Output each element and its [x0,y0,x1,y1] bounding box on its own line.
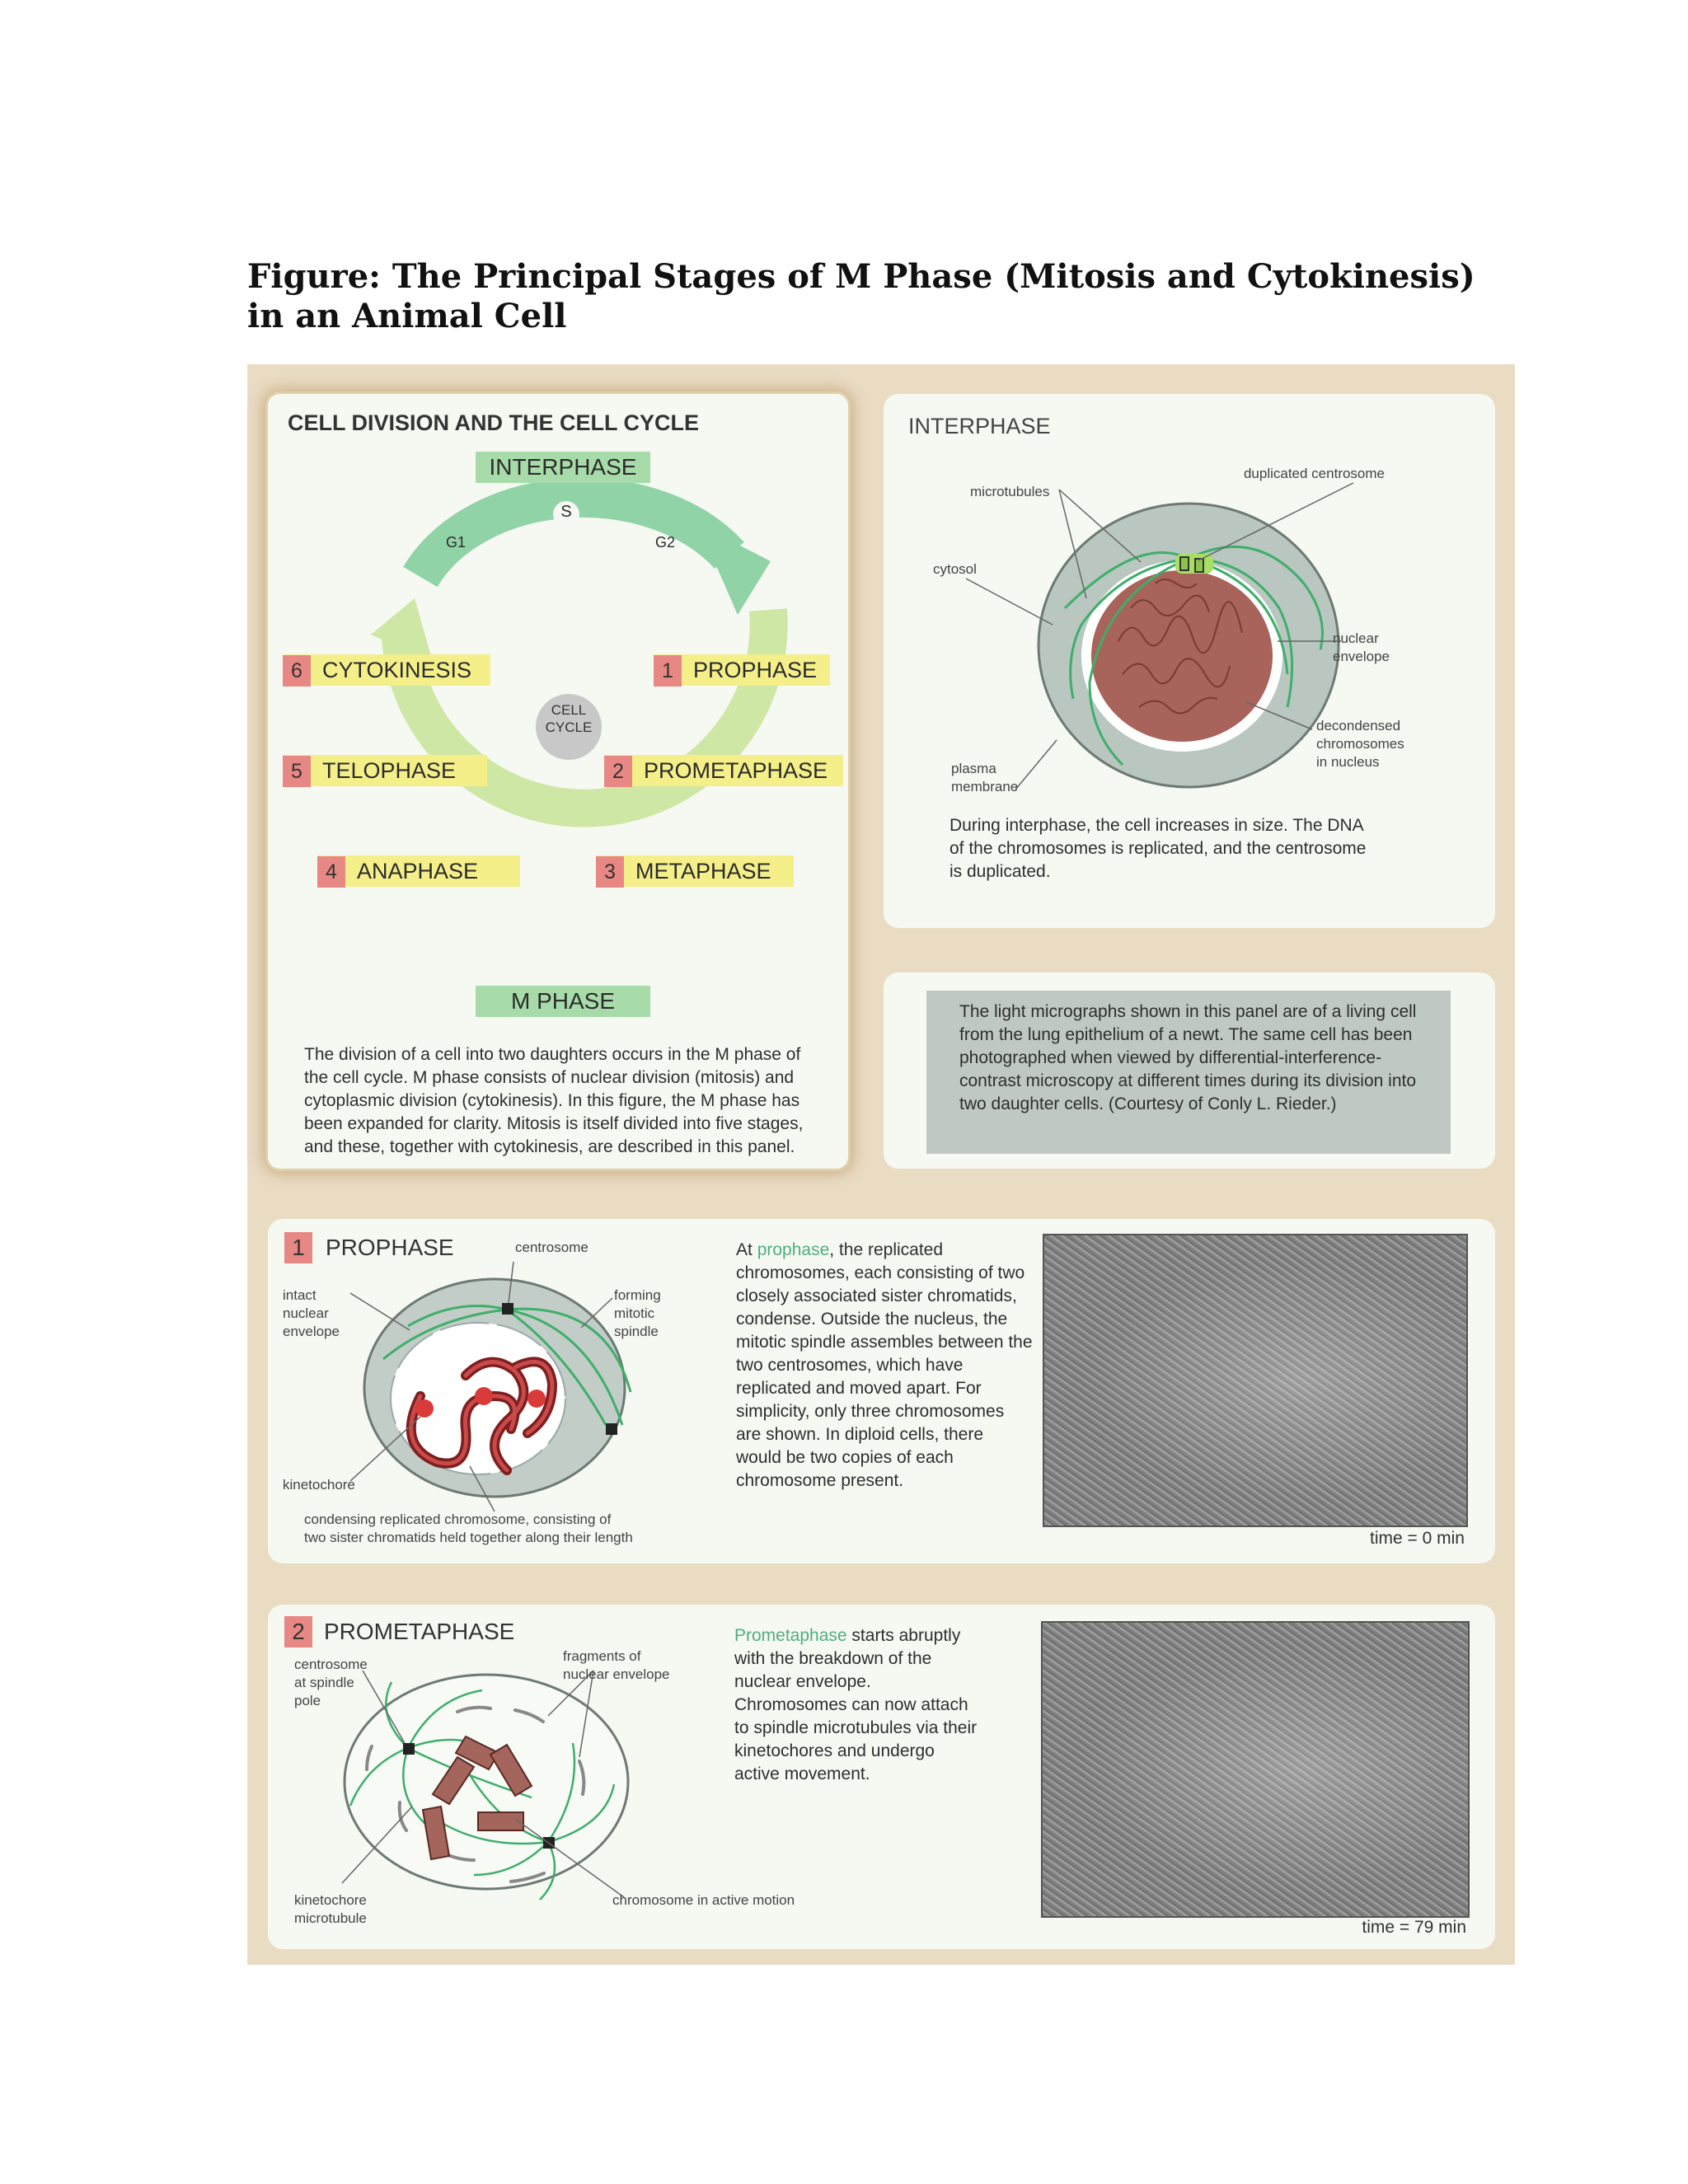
interphase-label: INTERPHASE [476,452,650,483]
figure-title: Figure: The Principal Stages of M Phase (Mitosis and Cytokinesis) in an Animal Cell [247,257,1475,335]
label-kinetochore-microtubule: kinetochore microtubule [294,1892,367,1926]
label-nuclear-envelope: nuclear envelope [1333,630,1390,664]
centrosome-2 [606,1423,617,1435]
interphase-heading: INTERPHASE [908,414,1051,438]
cell-cycle-panel [268,394,848,1169]
label-forming-mitotic-spindle: forming mitotic spindle [614,1287,661,1339]
label-centrosome: centrosome [515,1240,588,1255]
stage-number: 4 [317,856,345,888]
stage-name: ANAPHASE [357,859,479,883]
spindle-pole-1 [403,1743,415,1755]
nucleus [1091,570,1273,742]
label-microtubules: microtubules [970,484,1050,499]
prometaphase-time-label: time = 79 min [1362,1918,1466,1937]
stage-name: PROPHASE [693,658,818,682]
s-phase-label: S [560,503,572,521]
stage-number: 2 [284,1616,312,1647]
stage-tag-metaphase [596,855,794,887]
stage-name: CYTOKINESIS [322,658,472,682]
g1-phase-label: G1 [446,534,467,551]
prometaphase-panel [268,1605,1495,1949]
stage-name: PROMETAPHASE [324,1619,515,1644]
center-label-line1: CELL [551,702,587,718]
label-plasma-membrane: plasma membrane [951,761,1019,794]
interphase-description: During interphase, the cell increases in size. The DNA of the chromosomes is replicated, and the centrosome is duplicated. [950,816,1367,881]
interphase-panel [884,394,1495,928]
term-prophase: prophase [757,1240,830,1259]
m-phase-label: M PHASE [476,986,650,1017]
stage-number: 1 [654,655,682,687]
stage-name: METAPHASE [635,859,771,883]
stage-tag-prometaphase [604,755,843,786]
stage-name: PROPHASE [326,1235,454,1260]
stage-tag-prophase [654,654,830,686]
label-duplicated-centrosome: duplicated centrosome [1243,466,1385,481]
stage-name: TELOPHASE [322,758,457,783]
cell-cycle-center-label [536,701,602,736]
stage-number: 2 [604,756,632,787]
centrosome-1 [502,1303,513,1315]
label-kinetochore: kinetochore [283,1477,355,1493]
label-centrosome-spindle-pole: centrosome at spindle pole [294,1657,368,1708]
label-cytosol: cytosol [933,561,977,577]
stage-tag-telophase [283,755,487,786]
label-chromosome-active-motion: chromosome in active motion [612,1892,795,1908]
stage-number: 5 [283,756,311,787]
g2-phase-label: G2 [655,534,676,551]
prometaphase-description: Prometaphase starts abruptly with the breakdown of the nuclear envelope. Chromosomes can now attach to spindle microtubules via their kinetochores and undergo active movement. [734,1626,978,1783]
prophase-time-label: time = 0 min [1370,1529,1465,1548]
stage-number: 6 [283,655,311,687]
micrograph-note-panel [884,972,1495,1169]
figure-board [247,364,1515,1965]
stage-number: 1 [284,1232,312,1263]
center-label-line2: CYCLE [545,719,593,735]
label-intact-nuclear-envelope: intact nuclear envelope [283,1287,340,1339]
prophase-description: At prophase, the replicated chromosomes, each consisting of two closely associated sister chromatids, condense. Outside the nucleus, the mitotic spindle assembles between the two centrosomes, which have replicated and moved apart. For simplicity, only three chromosomes are shown. In diploid cells, there would be two copies of each chromosome present. [736,1240,1033,1490]
prophase-micrograph [1043,1234,1468,1527]
stage-tag-cytokinesis [283,654,490,686]
label-decondensed-chromosomes: decondensed chromosomes in nucleus [1316,718,1404,770]
cell-cycle-description: The division of a cell into two daughters occurs in the M phase of the cell cycle. M phase consists of nuclear division (mitosis) and cytoplasmic division (cytokinesis). In this figure, the M phase has been expanded for clarity. Mitosis is itself divided into five stages, and these, together with cytokinesis, are described in this panel. [304,1045,804,1156]
stage-tag-anaphase [317,855,520,887]
note-text: The light micrographs shown in this panel are of a living cell from the lung epithelium of a newt. The same cell has been photographed when viewed by differential-interference-contrast microscopy at different times during its division into two daughter cells. (Courtesy of Conly L. Rieder.) [959,1002,1417,1113]
prometaphase-micrograph [1041,1621,1470,1918]
label-nuclear-envelope-fragments: fragments of nuclear envelope [563,1648,670,1682]
label-condensing-chromosome: condensing replicated chromosome, consisting of two sister chromatids held together along their length [304,1511,633,1545]
prophase-panel [268,1219,1495,1563]
note-box [926,991,1451,1154]
stage-name: PROMETAPHASE [644,758,828,783]
cell-cycle-heading: CELL DIVISION AND THE CELL CYCLE [288,410,700,435]
stage-number: 3 [596,856,624,888]
term-prometaphase: Prometaphase [734,1626,847,1645]
